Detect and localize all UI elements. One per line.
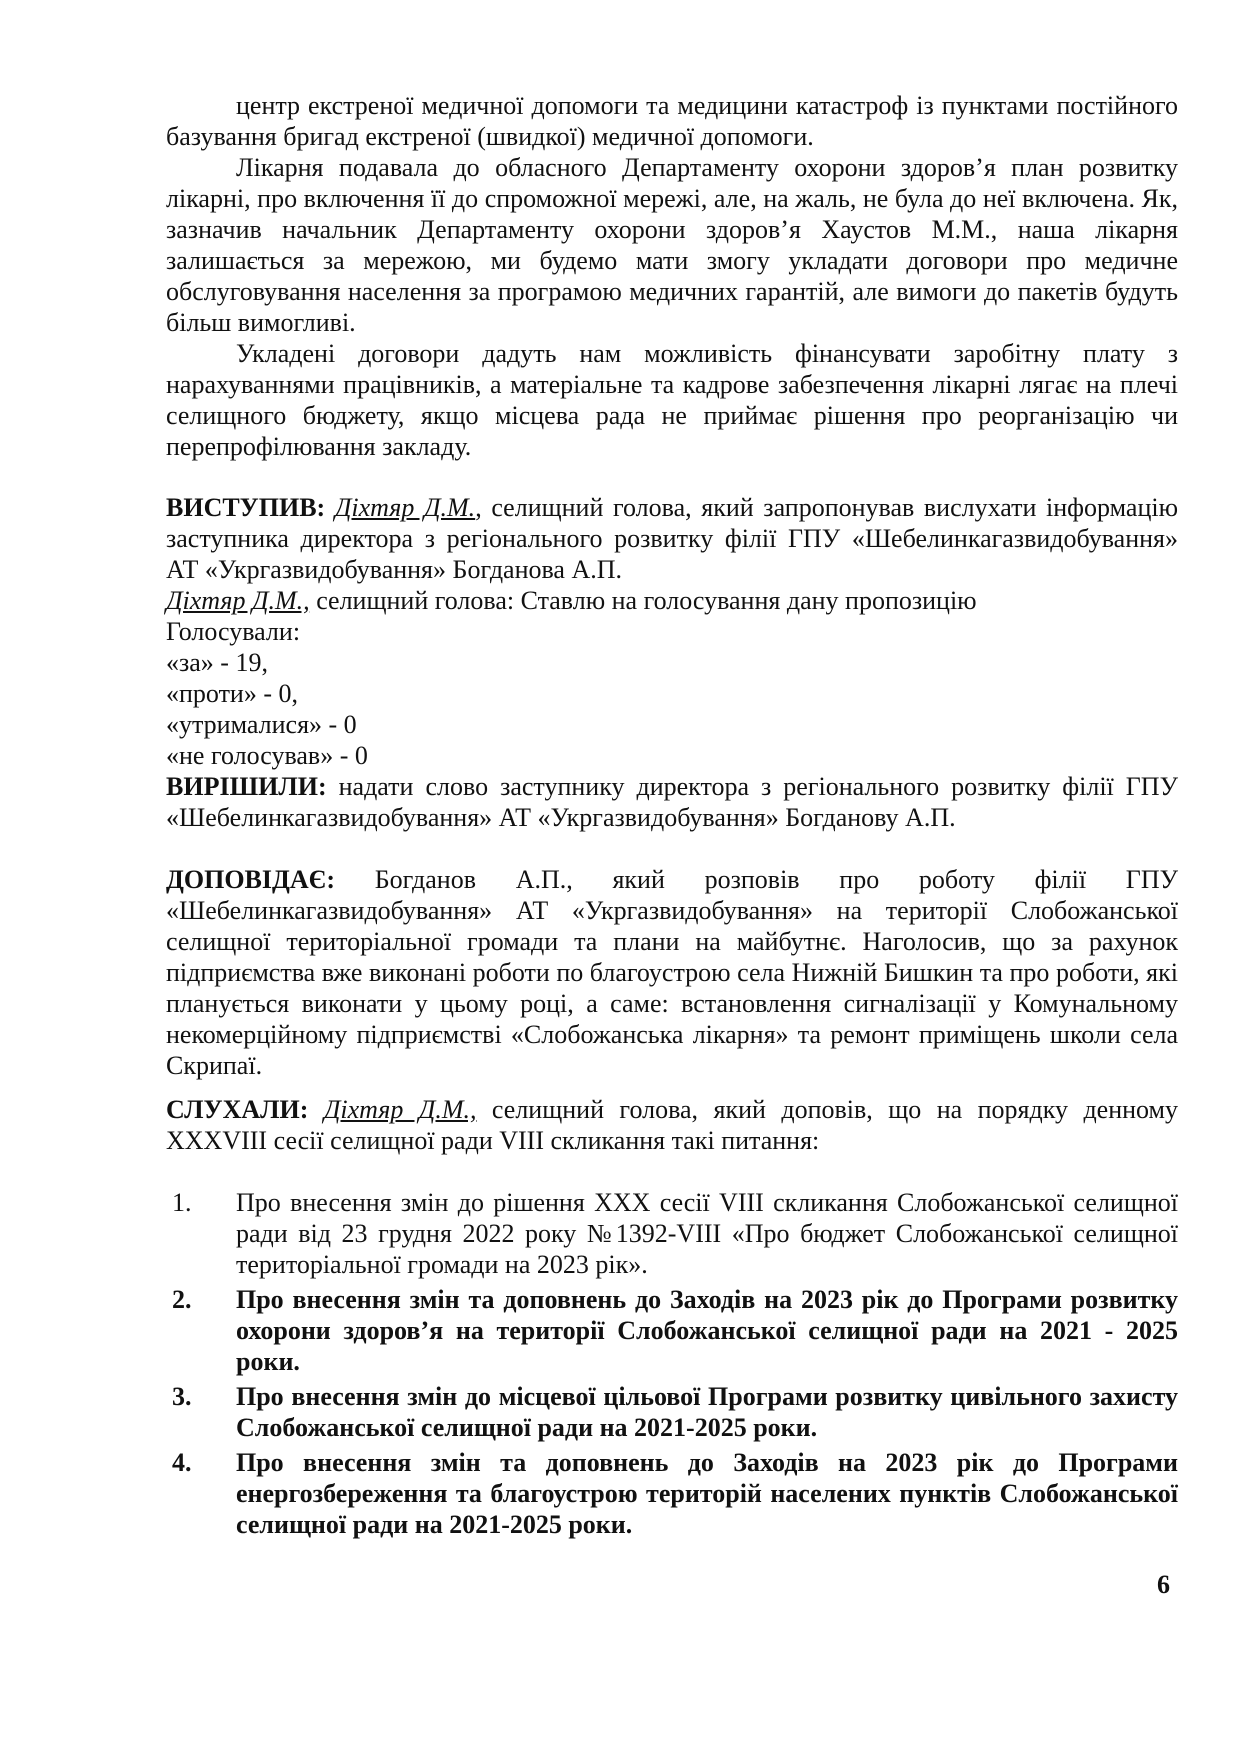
section-slukhaly bbox=[166, 1094, 1178, 1156]
agenda-list bbox=[166, 1187, 1178, 1544]
section-dopovidaie bbox=[166, 864, 1178, 1081]
dopovidaie-text: Богданов А.П., який розповів про роботу філії ГПУ «Шебелинкагазвидобування» АТ «Укргазвидобування» на території Слобожанської селищної територіальної громади та плани на майбутнє. Наголосив, що за рахунок підприємства вже виконані роботи по благоустрою села Нижній Бишкин та про роботи, які планується виконати у цьому році, а саме: встановлення сигналізації у Комунальному некомерційному підприємстві «Слобожанська лікарня» та ремонт приміщень школи села Скрипаї. bbox=[166, 865, 1178, 1080]
agenda-item-text: Про внесення змін до місцевої цільової Програми розвитку цивільного захисту Слобожанської селищної ради на 2021-2025 роки. bbox=[236, 1382, 1178, 1442]
agenda-item-number: 3. bbox=[172, 1382, 192, 1411]
vyrishyly-label: ВИРІШИЛИ: bbox=[166, 772, 327, 801]
agenda-item bbox=[166, 1187, 1178, 1280]
paragraph-emergency-center: центр екстреної медичної допомоги та медицини катастроф із пунктами постійного базування бригад екстреної (швидкої) медичної допомоги. bbox=[166, 91, 1178, 151]
vote-label: Голосували: bbox=[166, 617, 301, 646]
slukhaly-speaker: Діхтяр Д.М., bbox=[323, 1095, 477, 1124]
agenda-item bbox=[166, 1284, 1178, 1377]
agenda-item-number: 2. bbox=[172, 1285, 192, 1314]
page-number: 6 bbox=[1157, 1570, 1170, 1599]
slukhaly-text: селищний голова, який доповів, що на порядку денному XXXVIII сесії селищної ради VIII скликання такі питання: bbox=[166, 1095, 1179, 1155]
agenda-item bbox=[166, 1447, 1178, 1540]
vote-proposal-text: селищний голова: Ставлю на голосування дану пропозицію bbox=[309, 586, 977, 615]
vote-ne-holosuvav: «не голосував» - 0 bbox=[166, 741, 368, 770]
vote-proposal-line bbox=[166, 585, 977, 616]
agenda-item-number: 4. bbox=[172, 1448, 192, 1477]
vystupyv-label: ВИСТУПИВ: bbox=[166, 493, 326, 522]
paragraph-hospital-network: Лікарня подавала до обласного Департаменту охорони здоров’я план розвитку лікарні, про включення її до спроможної мережі, але, на жаль, не була до неї включена. Як, зазначив начальник Департаменту охорони здоров’я Хаустов М.М., наша лікарня залишається за мережою, ми будемо мати змогу укладати договори про медичне обслуговування населення за програмою медичних гарантій, але вимоги до пакетів будуть більш вимогливі. bbox=[166, 153, 1178, 337]
vote-speaker: Діхтяр Д.М., bbox=[166, 586, 310, 615]
agenda-item-number: 1. bbox=[172, 1188, 192, 1217]
section-vystupyv bbox=[166, 492, 1178, 585]
vyrishyly-text: надати слово заступнику директора з регіонального розвитку філії ГПУ «Шебелинкагазвидобування» АТ «Укргазвидобування» Богданову А.П. bbox=[166, 772, 1178, 832]
agenda-item-text: Про внесення змін та доповнень до Заходів на 2023 рік до Програми розвитку охорони здоров’я на території Слобожанської селищної ради на 2021 - 2025 роки. bbox=[236, 1285, 1178, 1376]
section-vyrishyly bbox=[166, 771, 1178, 833]
agenda-item bbox=[166, 1381, 1178, 1443]
paragraph-contracts: Укладені договори дадуть нам можливість фінансувати заробітну плату з нарахуваннями працівників, а матеріальне та кадрове забезпечення лікарні лягає на плечі селищного бюджету, якщо місцева рада не приймає рішення про реорганізацію чи перепрофілювання закладу. bbox=[166, 339, 1178, 461]
dopovidaie-label: ДОПОВІДАЄ: bbox=[166, 865, 335, 894]
vote-utrymalysia: «утрималися» - 0 bbox=[166, 710, 357, 739]
vote-za: «за» - 19, bbox=[166, 648, 268, 677]
vystupyv-speaker: Діхтяр Д.М. bbox=[334, 493, 476, 522]
agenda-item-text: Про внесення змін до рішення XXX сесії VIII скликання Слобожанської селищної ради від 23 грудня 2022 року №1392-VIII «Про бюджет Слобожанської селищної територіальної громади на 2023 рік». bbox=[236, 1188, 1179, 1279]
agenda-item-text: Про внесення змін та доповнень до Заходів на 2023 рік до Програми енергозбереження та благоустрою територій населених пунктів Слобожанської селищної ради на 2021-2025 роки. bbox=[236, 1448, 1178, 1539]
slukhaly-label: СЛУХАЛИ: bbox=[166, 1095, 309, 1124]
vystupyv-text: , селищний голова, який запропонував вислухати інформацію заступника директора з регіонального розвитку філії ГПУ «Шебелинкагазвидобування» АТ «Укргазвидобування» Богданова А.П. bbox=[166, 493, 1179, 584]
vote-proty: «проти» - 0, bbox=[166, 679, 299, 708]
